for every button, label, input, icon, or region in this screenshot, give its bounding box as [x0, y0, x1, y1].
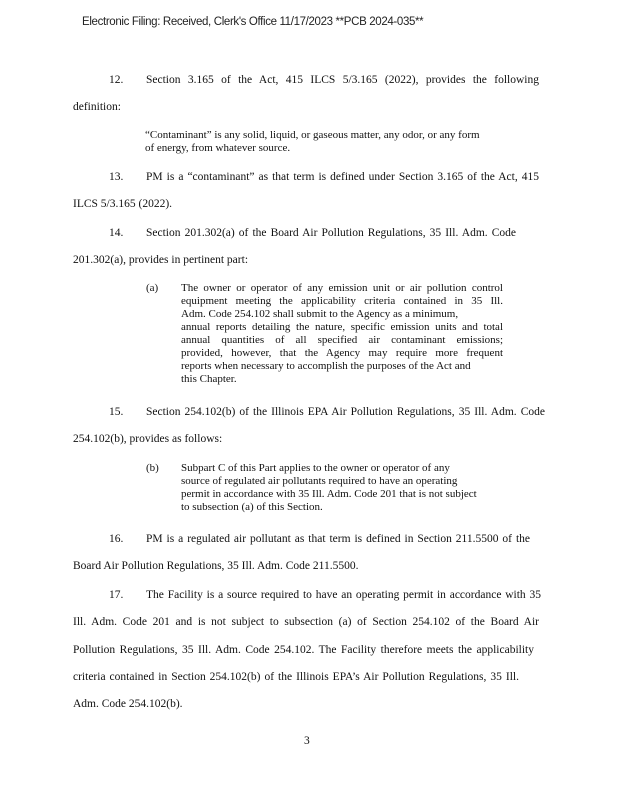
quote-line: annual quantities of all specified air contaminant emissions; — [181, 334, 503, 346]
quote-line: Subpart C of this Part applies to the owner or operator of any — [181, 462, 450, 474]
paragraph-number: 13. — [109, 171, 124, 183]
paragraph-line: Pollution Regulations, 35 Ill. Adm. Code 254.102. The Facility therefore meets the applicability — [73, 644, 534, 656]
paragraph-number: 16. — [109, 533, 124, 545]
quote-line: annual reports detailing the nature, specific emission units and total — [181, 321, 503, 333]
quote-line: reports when necessary to accomplish the purposes of the Act and — [181, 360, 471, 372]
paragraph-line: Section 254.102(b) of the Illinois EPA Air Pollution Regulations, 35 Ill. Adm. Code — [146, 406, 545, 418]
page-number: 3 — [304, 735, 310, 747]
paragraph-line: Adm. Code 254.102(b). — [73, 698, 183, 710]
quote-line: provided, however, that the Agency may require more frequent — [181, 347, 503, 359]
paragraph-line: 201.302(a), provides in pertinent part: — [73, 254, 249, 266]
filing-stamp: Electronic Filing: Received, Clerk's Office 11/17/2023 **PCB 2024-035** — [82, 16, 424, 28]
quote-line: permit in accordance with 35 Ill. Adm. Code 201 that is not subject — [181, 488, 477, 500]
paragraph-line: Section 3.165 of the Act, 415 ILCS 5/3.165 (2022), provides the following — [146, 74, 539, 86]
paragraph-number: 12. — [109, 74, 124, 86]
paragraph-line: criteria contained in Section 254.102(b) of the Illinois EPA’s Air Pollution Regulations, 35 Ill. — [73, 671, 519, 683]
quote-line: this Chapter. — [181, 373, 237, 385]
quote-line: equipment meeting the applicability criteria contained in 35 Ill. — [181, 295, 503, 307]
quote-label: (b) — [146, 462, 159, 474]
paragraph-number: 14. — [109, 227, 124, 239]
paragraph-line: PM is a regulated air pollutant as that term is defined in Section 211.5500 of the — [146, 533, 530, 545]
paragraph-line: definition: — [73, 101, 121, 113]
quote-line: to subsection (a) of this Section. — [181, 501, 323, 513]
paragraph-number: 15. — [109, 406, 124, 418]
quote-line: “Contaminant” is any solid, liquid, or gaseous matter, any odor, or any form — [145, 129, 480, 141]
paragraph-line: The Facility is a source required to have an operating permit in accordance with 35 — [146, 589, 541, 601]
quote-line: source of regulated air pollutants required to have an operating — [181, 475, 458, 487]
paragraph-line: Ill. Adm. Code 201 and is not subject to subsection (a) of Section 254.102 of the Board Air — [73, 616, 539, 628]
paragraph-number: 17. — [109, 589, 124, 601]
paragraph-line: Section 201.302(a) of the Board Air Pollution Regulations, 35 Ill. Adm. Code — [146, 227, 516, 239]
paragraph-line: Board Air Pollution Regulations, 35 Ill. Adm. Code 211.5500. — [73, 560, 359, 572]
paragraph-line: 254.102(b), provides as follows: — [73, 433, 223, 445]
quote-line: Adm. Code 254.102 shall submit to the Agency as a minimum, — [181, 308, 459, 320]
paragraph-line: ILCS 5/3.165 (2022). — [73, 198, 173, 210]
paragraph-line: PM is a “contaminant” as that term is defined under Section 3.165 of the Act, 415 — [146, 171, 539, 183]
quote-label: (a) — [146, 282, 159, 294]
quote-line: of energy, from whatever source. — [145, 142, 291, 154]
quote-line: The owner or operator of any emission unit or air pollution control — [181, 282, 503, 294]
